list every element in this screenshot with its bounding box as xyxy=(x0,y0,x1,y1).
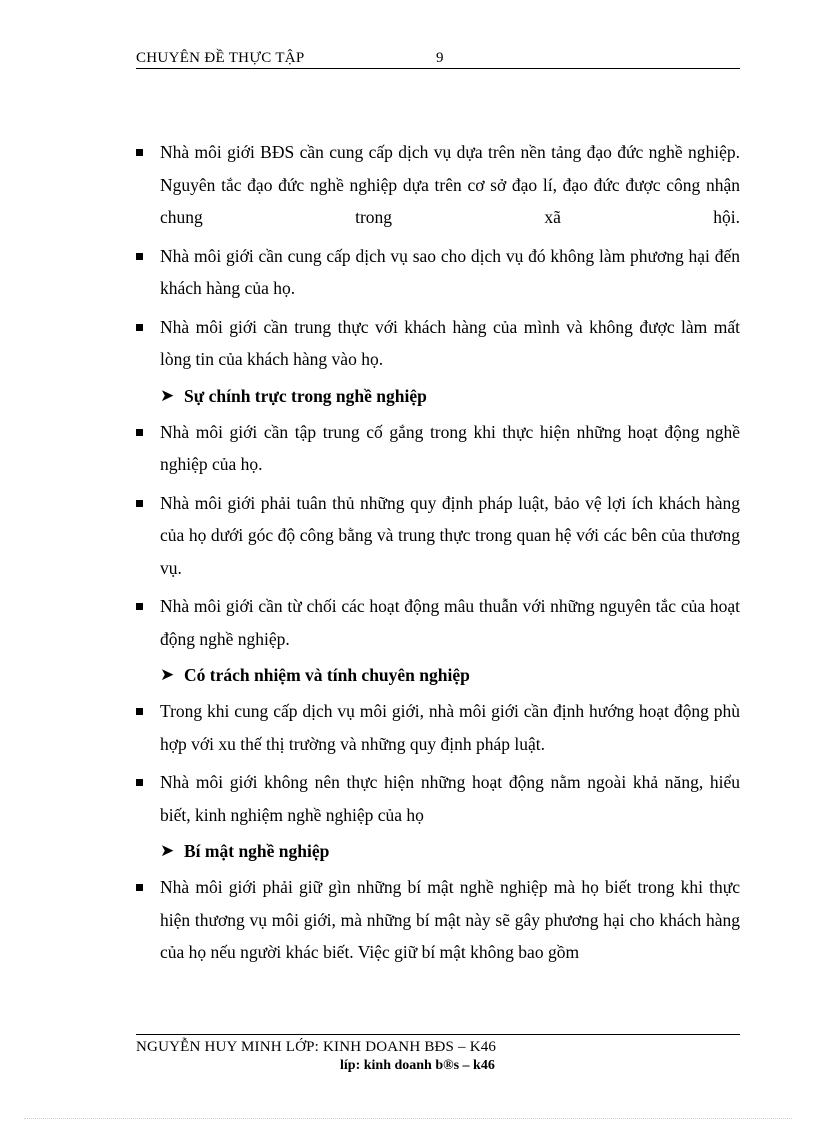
header-title: CHUYÊN ĐỀ THỰC TẬP xyxy=(136,50,305,66)
list-item xyxy=(136,240,740,305)
page-body xyxy=(136,136,740,975)
list-item-text: Nhà môi giới BĐS cần cung cấp dịch vụ dựa trên nền tảng đạo đức nghề nghiệp. Nguyên tắc đạo đức nghề nghiệp dựa trên cơ sở đạo lí, đạo đức được công nhận chung trong xã hội. xyxy=(160,142,740,227)
list-item-text: Nhà môi giới cần từ chối các hoạt động mâu thuẫn với những nguyên tắc của hoạt động nghề nghiệp. xyxy=(160,596,740,649)
list-item-text: Nhà môi giới phải tuân thủ những quy định pháp luật, bảo vệ lợi ích khách hàng của họ dưới góc độ công bằng và trung thực trong quan hệ với các bên của thương vụ. xyxy=(160,492,740,578)
list-item-text: Trong khi cung cấp dịch vụ môi giới, nhà môi giới cần định hướng hoạt động phù hợp với xu thế thị trường và những quy định pháp luật. xyxy=(160,701,740,754)
square-bullet-icon xyxy=(136,603,143,610)
arrow-right-icon: ➤ xyxy=(160,385,175,405)
list-item xyxy=(136,695,740,760)
page-number: 9 xyxy=(436,50,444,66)
footer-class-encoded: líp: kinh doanh b®s – k46 xyxy=(340,1058,495,1073)
section-heading xyxy=(136,835,740,867)
footer-author-class: NGUYỄN HUY MINH LỚP: KINH DOANH BĐS – K46 xyxy=(136,1039,497,1055)
section-heading-text: Bí mật nghề nghiệp xyxy=(184,841,330,861)
square-bullet-icon xyxy=(136,429,143,436)
list-item-text: Nhà môi giới cần trung thực với khách hàng của mình và không được làm mất lòng tin của khách hàng vào họ. xyxy=(160,316,740,369)
list-item-text: Nhà môi giới cần tập trung cố gắng trong khi thực hiện những hoạt động nghề nghiệp của họ. xyxy=(160,421,740,474)
square-bullet-icon xyxy=(136,500,143,507)
list-item xyxy=(136,766,740,831)
page-footer xyxy=(136,1034,740,1073)
list-item-text: Nhà môi giới phải giữ gìn những bí mật nghề nghiệp mà họ biết trong khi thực hiện thương vụ môi giới, mà những bí mật này sẽ gây phương hại cho khách hàng của họ nếu người khác biết. Việc giữ bí mật không bao gồm xyxy=(160,877,740,962)
square-bullet-icon xyxy=(136,324,143,331)
square-bullet-icon xyxy=(136,149,143,156)
list-item xyxy=(136,487,740,585)
page-header xyxy=(136,48,740,69)
list-item xyxy=(136,311,740,376)
list-item-text: Nhà môi giới không nên thực hiện những hoạt động nằm ngoài khả năng, hiểu biết, kinh nghiệm nghề nghiệp của họ xyxy=(160,772,740,825)
list-item xyxy=(136,590,740,655)
page-bottom-divider xyxy=(24,1118,792,1119)
square-bullet-icon xyxy=(136,708,143,715)
square-bullet-icon xyxy=(136,253,143,260)
list-item xyxy=(136,416,740,481)
section-heading xyxy=(136,380,740,412)
section-heading xyxy=(136,659,740,691)
list-item xyxy=(136,871,740,969)
section-heading-text: Sự chính trực trong nghề nghiệp xyxy=(184,385,427,406)
list-item xyxy=(136,136,740,234)
square-bullet-icon xyxy=(136,884,143,891)
arrow-right-icon: ➤ xyxy=(160,841,175,860)
list-item-text: Nhà môi giới cần cung cấp dịch vụ sao cho dịch vụ đó không làm phương hại đến khách hàng của họ. xyxy=(160,245,740,298)
section-heading-text: Có trách nhiệm và tính chuyên nghiệp xyxy=(184,665,470,685)
arrow-right-icon: ➤ xyxy=(160,665,175,684)
square-bullet-icon xyxy=(136,779,143,786)
